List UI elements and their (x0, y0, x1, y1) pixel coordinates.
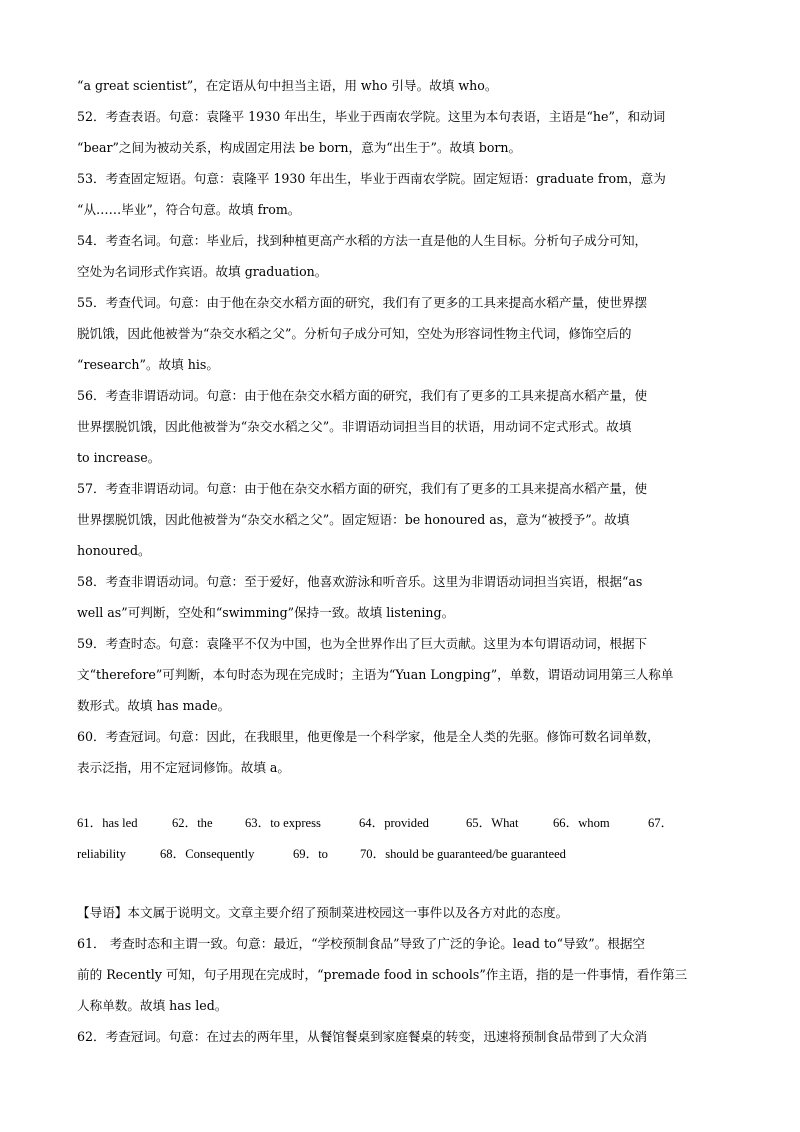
text-line: 世界摆脱饥饿，因此他被誉为“杂交水稻之父”。固定短语：be honoured as，意为“被授予”。故填 (77, 512, 630, 527)
text-line: to increase。 (77, 450, 161, 465)
text-line: 61． 考查时态和主谓一致。句意：最近，“学校预制食品”导致了广泛的争论。lead to“导致”。根据空 (77, 936, 646, 951)
text-line: 55．考查代词。句意：由于他在杂交水稻方面的研究，我们有了更多的工具来提高水稻产量，使世界摆 (77, 295, 648, 310)
text-line: 脱饥饿，因此他被誉为“杂交水稻之父”。分析句子成分可知，空处为形容词性物主代词，修饰空后的 (77, 326, 632, 341)
text-line: 59．考查时态。句意：袁隆平不仅为中国，也为全世界作出了巨大贡献。这里为本句谓语动词，根据下 (77, 636, 648, 651)
answer-item: 70．should be guaranteed/be guaranteed (360, 847, 566, 861)
text-line: “bear”之间为被动关系，构成固定用法 be born，意为“出生于”。故填 born。 (77, 140, 522, 155)
text-line: 表示泛指，用不定冠词修饰。故填 a。 (77, 760, 291, 775)
text-line: 56．考查非谓语动词。句意：由于他在杂交水稻方面的研究，我们有了更多的工具来提高水稻产量，使 (77, 388, 648, 403)
text-line: 62．考查冠词。句意：在过去的两年里，从餐馆餐桌到家庭餐桌的转变，迅速将预制食品带到了大众消 (77, 1029, 648, 1044)
answer-item: 62．the (172, 816, 213, 830)
text-line: “a great scientist”，在定语从句中担当主语，用 who 引导。故填 who。 (77, 78, 498, 93)
answer-item: 63．to express (245, 816, 321, 830)
answer-item: 69．to (293, 847, 328, 861)
answer-item: reliability (77, 847, 126, 861)
text-line: 数形式。故填 has made。 (77, 698, 231, 713)
text-line: 54．考查名词。句意：毕业后，找到种植更高产水稻的方法一直是他的人生目标。分析句子成分可知， (77, 233, 648, 248)
answer-item: 68．Consequently (160, 847, 255, 861)
text-line: 人称单数。故填 has led。 (77, 998, 228, 1013)
answer-item: 66．whom (553, 816, 610, 830)
text-line: 53．考查固定短语。句意：袁隆平 1930 年出生，毕业于西南农学院。固定短语：graduate from，意为 (77, 171, 666, 186)
answer-item: 61．has led (77, 816, 138, 830)
text-line: 空处为名词形式作宾语。故填 graduation。 (77, 264, 328, 279)
text-line: 文“therefore”可判断，本句时态为现在完成时；主语为“Yuan Longping”，单数，谓语动词用第三人称单 (77, 667, 674, 682)
text-line: 58．考查非谓语动词。句意：至于爱好，他喜欢游泳和听音乐。这里为非谓语动词担当宾语，根据“as (77, 574, 643, 589)
text-line: honoured。 (77, 543, 151, 558)
answer-item: 64．provided (359, 816, 429, 830)
text-line: 57．考查非谓语动词。句意：由于他在杂交水稻方面的研究，我们有了更多的工具来提高水稻产量，使 (77, 481, 648, 496)
text-line: 世界摆脱饥饿，因此他被誉为“杂交水稻之父”。非谓语动词担当目的状语，用动词不定式形式。故填 (77, 419, 632, 434)
text-line: well as”可判断，空处和“swimming”保持一致。故填 listening。 (77, 605, 455, 620)
answer-item: 67． (648, 816, 674, 830)
text-line: “research”。故填 his。 (77, 357, 219, 372)
text-line: “从……毕业”，符合句意。故填 from。 (77, 202, 301, 217)
text-line: 【导语】本文属于说明文。文章主要介绍了预制菜进校园这一事件以及各方对此的态度。 (77, 905, 569, 920)
text-line: 前的 Recently 可知，句子用现在完成时，“premade food in schools”作主语，指的是一件事情，看作第三 (77, 967, 688, 982)
text-line: 52．考查表语。句意：袁隆平 1930 年出生，毕业于西南农学院。这里为本句表语，主语是“he”，和动词 (77, 109, 666, 124)
answer-item: 65．What (466, 816, 519, 830)
text-line: 60．考查冠词。句意：因此，在我眼里，他更像是一个科学家，他是全人类的先驱。修饰可数名词单数， (77, 729, 660, 744)
